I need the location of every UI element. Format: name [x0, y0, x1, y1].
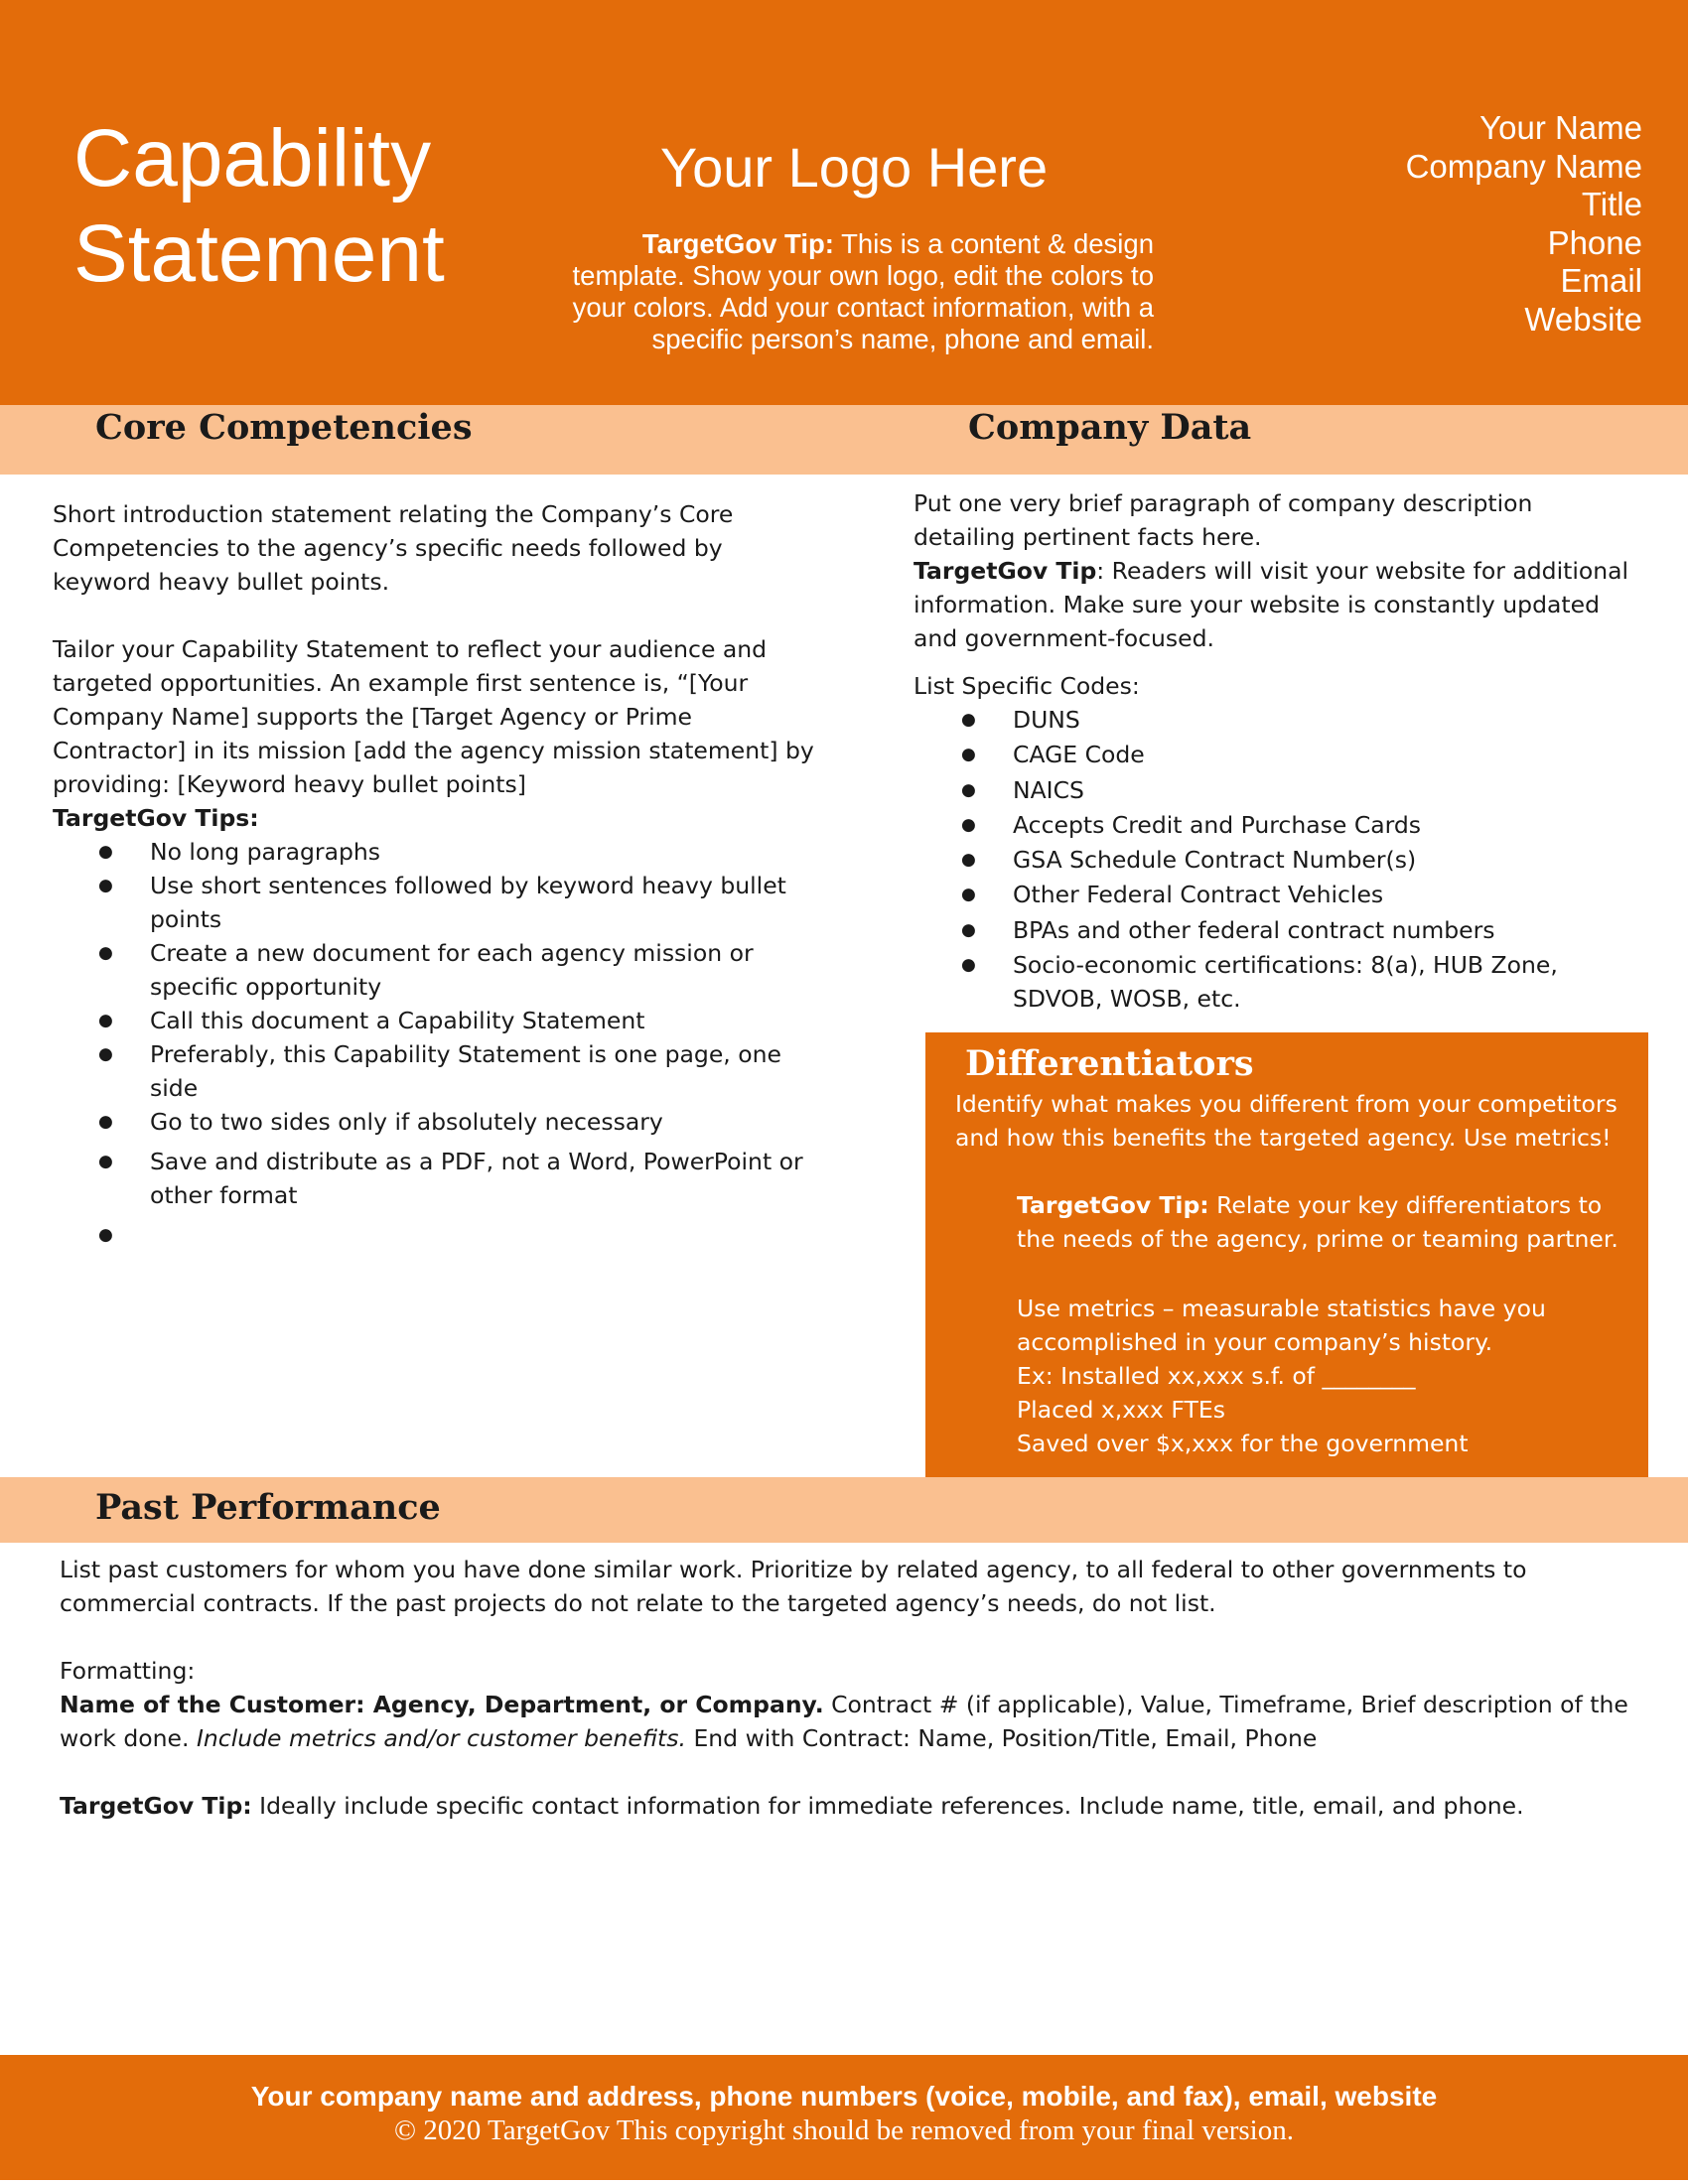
- list-item: ● GSA Schedule Contract Number(s): [914, 843, 1638, 878]
- metric-line: Use metrics – measurable statistics have you accomplished in your company’s history.: [1017, 1295, 1546, 1356]
- differentiators-intro: Identify what makes you different from your competitors and how this benefits the targeted agency. Use metrics!: [955, 1090, 1618, 1152]
- past-performance-heading: Past Performance: [95, 1487, 441, 1528]
- list-item: ● CAGE Code: [914, 738, 1638, 772]
- contact-title: Title: [1581, 186, 1642, 222]
- differentiators-metrics: [1017, 1292, 1632, 1460]
- codes-label: List Specific Codes:: [914, 672, 1140, 700]
- contact-name: Your Name: [1479, 109, 1642, 146]
- core-competencies-section: [53, 497, 827, 1252]
- formatting-text: [60, 1688, 1648, 1755]
- company-data-section: [914, 486, 1638, 1016]
- metric-line: Saved over $x,xxx for the government: [1017, 1430, 1469, 1457]
- past-tip-text: Ideally include specific contact information for immediate references. Include name, title, email, and phone.: [251, 1792, 1524, 1820]
- list-item: ● Accepts Credit and Purchase Cards: [914, 808, 1638, 843]
- company-description: Put one very brief paragraph of company description detailing pertinent facts here.: [914, 489, 1533, 551]
- list-item: ● Create a new document for each agency mission or specific opportunity: [53, 936, 827, 1004]
- metric-line: Ex: Installed xx,xxx s.f. of ________: [1017, 1362, 1416, 1390]
- list-item: ● Use short sentences followed by keyword heavy bullet points: [53, 869, 827, 936]
- header-tip-text: This is a content & design template. Show your own logo, edit the colors to your colors. Add your contact information, with a specific person’s name, phone and email.: [572, 228, 1154, 354]
- metric-line: Placed x,xxx FTEs: [1017, 1396, 1225, 1424]
- core-competencies-heading: Core Competencies: [95, 407, 473, 448]
- core-tips-label: TargetGov Tips:: [53, 804, 259, 832]
- core-tips-list: [53, 835, 827, 1252]
- formatting-end: End with Contract: Name, Position/Title, Email, Phone: [685, 1724, 1318, 1752]
- past-performance-section: [60, 1553, 1648, 1823]
- footer-banner: [0, 2055, 1688, 2180]
- differentiators-box: [925, 1032, 1648, 1477]
- company-data-heading: Company Data: [968, 407, 1252, 448]
- core-tailor: Tailor your Capability Statement to reflect your audience and targeted opportunities. An example first sentence is, “[Your Company Name] supports the [Target Agency or Prime Contractor] in its mission [add the agency mission statement] by providing: [Keyword heavy bullet points]: [53, 635, 814, 798]
- formatting-bold: Name of the Customer: Agency, Department, or Company.: [60, 1691, 824, 1718]
- list-item: [53, 1218, 827, 1252]
- footer-copyright: © 2020 TargetGov This copyright should be removed from your final version.: [394, 2115, 1294, 2146]
- list-item: ● NAICS: [914, 773, 1638, 808]
- company-tip: [914, 554, 1638, 655]
- core-intro: Short introduction statement relating the Company’s Core Competencies to the agency’s specific needs followed by keyword heavy bullet points.: [53, 500, 734, 596]
- list-item: ● BPAs and other federal contract numbers: [914, 913, 1638, 948]
- list-item: ● DUNS: [914, 703, 1638, 738]
- list-item: ● Call this document a Capability Statement: [53, 1004, 827, 1037]
- contact-phone: Phone: [1547, 223, 1642, 261]
- contact-block: [1406, 109, 1642, 339]
- list-item: ● Socio-economic certifications: 8(a), HUB Zone, SDVOB, WOSB, etc.: [914, 948, 1638, 1016]
- formatting-label: Formatting:: [60, 1657, 196, 1685]
- header-banner: [0, 0, 1688, 405]
- codes-list: [914, 703, 1638, 1016]
- list-item: ● Other Federal Contract Vehicles: [914, 878, 1638, 912]
- differentiators-tip-label: TargetGov Tip:: [1017, 1191, 1209, 1219]
- formatting-italic: Include metrics and/or customer benefits.: [196, 1724, 686, 1752]
- document-title: Capability Statement: [73, 113, 445, 299]
- contact-email: Email: [1560, 262, 1642, 299]
- company-tip-text: : Readers will visit your website for additional information. Make sure your website is constantly updated and government-focused.: [914, 557, 1629, 652]
- company-tip-label: TargetGov Tip: [914, 557, 1097, 585]
- past-tip: [60, 1789, 1648, 1823]
- list-item: ● Preferably, this Capability Statement is one page, one side: [53, 1037, 827, 1105]
- past-intro: List past customers for whom you have done similar work. Prioritize by related agency, to all federal to other governments to commercial contracts. If the past projects do not relate to the targeted agency’s needs, do not list.: [60, 1556, 1527, 1617]
- differentiators-heading: Differentiators: [965, 1043, 1254, 1084]
- footer-company-info: Your company name and address, phone numbers (voice, mobile, and fax), email, website: [250, 2081, 1438, 2112]
- formatting-detail: Contract # (if applicable), Value, Timeframe, Brief description of the work done.: [60, 1691, 1628, 1752]
- logo-placeholder: Your Logo Here: [659, 136, 1049, 199]
- header-tip-label: TargetGov Tip:: [641, 228, 834, 259]
- list-item: ● Go to two sides only if absolutely necessary: [53, 1105, 827, 1139]
- list-item: ● No long paragraphs: [53, 835, 827, 869]
- list-item: ● Save and distribute as a PDF, not a Word, PowerPoint or other format: [53, 1145, 827, 1212]
- differentiators-tip: [1017, 1188, 1632, 1256]
- past-tip-label: TargetGov Tip:: [60, 1792, 252, 1820]
- contact-company: Company Name: [1405, 147, 1642, 185]
- header-tip: [548, 228, 1154, 355]
- differentiators-tip-text: Relate your key differentiators to the needs of the agency, prime or teaming partner.: [1017, 1191, 1618, 1253]
- contact-website: Website: [1524, 300, 1642, 338]
